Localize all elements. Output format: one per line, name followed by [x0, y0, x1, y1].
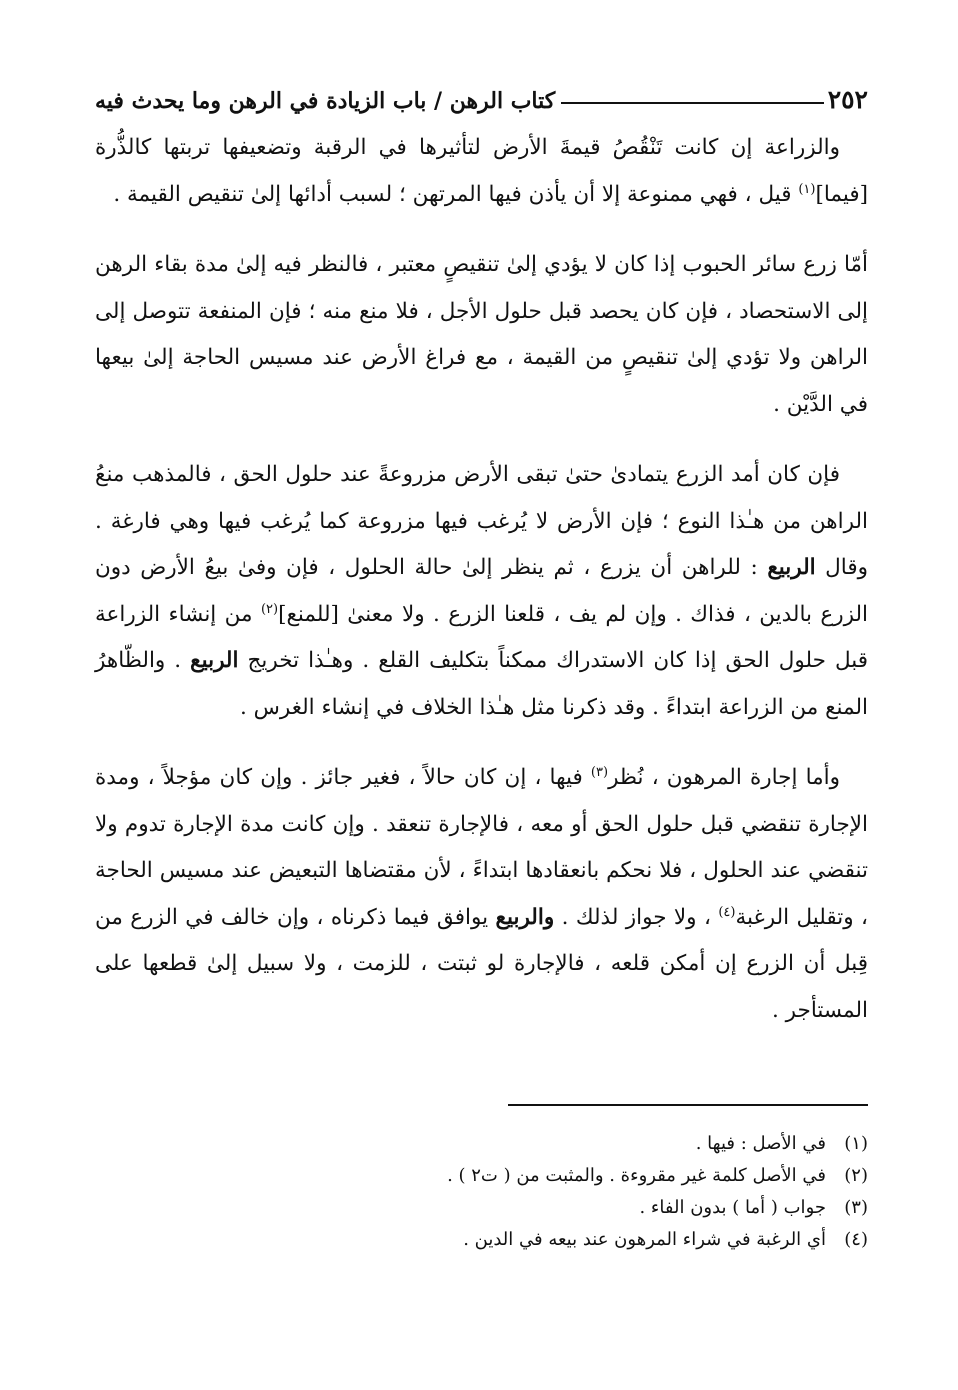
paragraph-text: من إنشاء الزراعة قبل حلول الحق إذا كان الاستدراك ممكناً بتكليف القلع . وهـٰذا تخريج [95, 601, 868, 673]
name-rabi: والربيع [495, 904, 555, 930]
paragraph-text: يوافق فيما ذكرناه ، وإن خالف في الزرع من قِبل أن الزرع إن أمكن قلعه ، فالإجارة لو ثبتت ، للزمت ، ولا سبيل إلىٰ قطعها على المستأجر . [95, 904, 868, 1023]
main-text [95, 125, 868, 1058]
running-title: كتاب الرهن / باب الزيادة في الرهن وما يحدث فيه [95, 88, 556, 114]
footnote-3 [95, 1192, 868, 1224]
footnote-text: في الأصل : فيها . [695, 1133, 826, 1154]
footnote-number: (٣) [844, 1197, 868, 1218]
name-rabi: الربيع [190, 648, 239, 673]
paragraph-text: وأما إجارة المرهون ، نُظر [608, 765, 840, 790]
name-rabi: الربيع [767, 555, 816, 580]
footnote-ref-3: (٣) [590, 764, 609, 780]
paragraph-text: ، ولا جواز لذلك . [554, 904, 719, 930]
footnote-text: في الأصل كلمة غير مقروءة . والمثبت من ( ت٢ ) . [447, 1165, 826, 1186]
paragraph-text: فإن كان أمد الزرع يتمادىٰ حتىٰ تبقى الأرض مزروعةً عند حلول الحق ، فالمذهب منعُ الراهن من هـٰذا النوع ؛ فإن الأرض لا يُرغب فيها مزروعة كما يُرغب فيها وهي فارغة . وقال [95, 462, 869, 580]
footnote-4 [95, 1224, 868, 1256]
footnote-ref-1: (١) [798, 181, 816, 197]
footnote-ref-2: (٢) [260, 601, 279, 617]
paragraph-text: فيها ، إن كان حالاً ، فغير جائز . وإن كان مؤجلاً ، ومدة الإجارة تنقضي قبل حلول الحق أو معه ، فالإجارة تنعقد . وإن كانت مدة الإجارة تدوم ولا تنقضي عند الحلول ، فلا نحكم بانعقادها ابتداءً ، لأن مقتضاها التبعيض عند مسيس الحاجة ، وتقليل الرغبة [95, 765, 868, 930]
footnote-text: جواب ( أما ) بدون الفاء . [639, 1197, 826, 1218]
footnote-number: (٢) [844, 1165, 868, 1186]
paragraph-text: قيل ، فهي ممنوعة إلا أن يأذن فيها المرتهن ؛ لسبب أدائها إلىٰ تنقيص القيمة . [113, 181, 799, 207]
footnote-number: (٤) [844, 1229, 868, 1250]
page-number: ٢٥٢ [827, 85, 868, 114]
paragraph-text: والزراعة إن كانت تَنْقُصُ قيمةَ الأرض لتأثيرها في الرقبة وتضعيفها تربتها كالذُّرة [فيما] [95, 135, 868, 207]
paragraph-2 [95, 242, 868, 428]
footnote-1 [95, 1128, 868, 1160]
paragraph-text: أمّا زرع سائر الحبوب إذا كان لا يؤدي إلىٰ تنقيصٍ معتبر ، فالنظر فيه إلىٰ مدة بقاء الرهن إلى الاستحصاد ، فإن كان يحصد قبل حلول الأجل ، فلا منع منه ؛ فإن المنفعة تتوصل إلى الراهن ولا تؤدي إلىٰ تنقيصٍ من القيمة ، مع فراغ الأرض عند مسيس الحاجة إلىٰ بيعها في الدَّيْن . [95, 252, 868, 417]
paragraph-3 [95, 452, 868, 731]
paragraph-4 [95, 755, 868, 1034]
page-header [95, 78, 868, 116]
footnote-text: أي الرغبة في شراء المرهون عند بيعه في الدين . [463, 1229, 826, 1250]
footnote-2 [95, 1160, 868, 1192]
paragraph-text: : للراهن أن يزرع ، ثم ينظر إلىٰ حالة الحلول ، فإن وفىٰ بيعُ الأرض دون الزرع بالدين ، فذاك . وإن لم يف ، قلعنا الزرع . ولا معنىٰ [للمنع] [95, 555, 868, 627]
footnotes [95, 1128, 868, 1256]
paragraph-1 [95, 125, 868, 218]
paragraph-text: . والظّاهرُ المنع من الزراعة ابتداءً . وقد ذكرنا مثل هـٰذا الخلاف في إنشاء الغرس . [95, 648, 868, 720]
footnote-number: (١) [844, 1133, 868, 1154]
footnote-separator [508, 1104, 868, 1106]
footnote-ref-4: (٤) [718, 904, 736, 920]
header-rule [561, 102, 823, 104]
